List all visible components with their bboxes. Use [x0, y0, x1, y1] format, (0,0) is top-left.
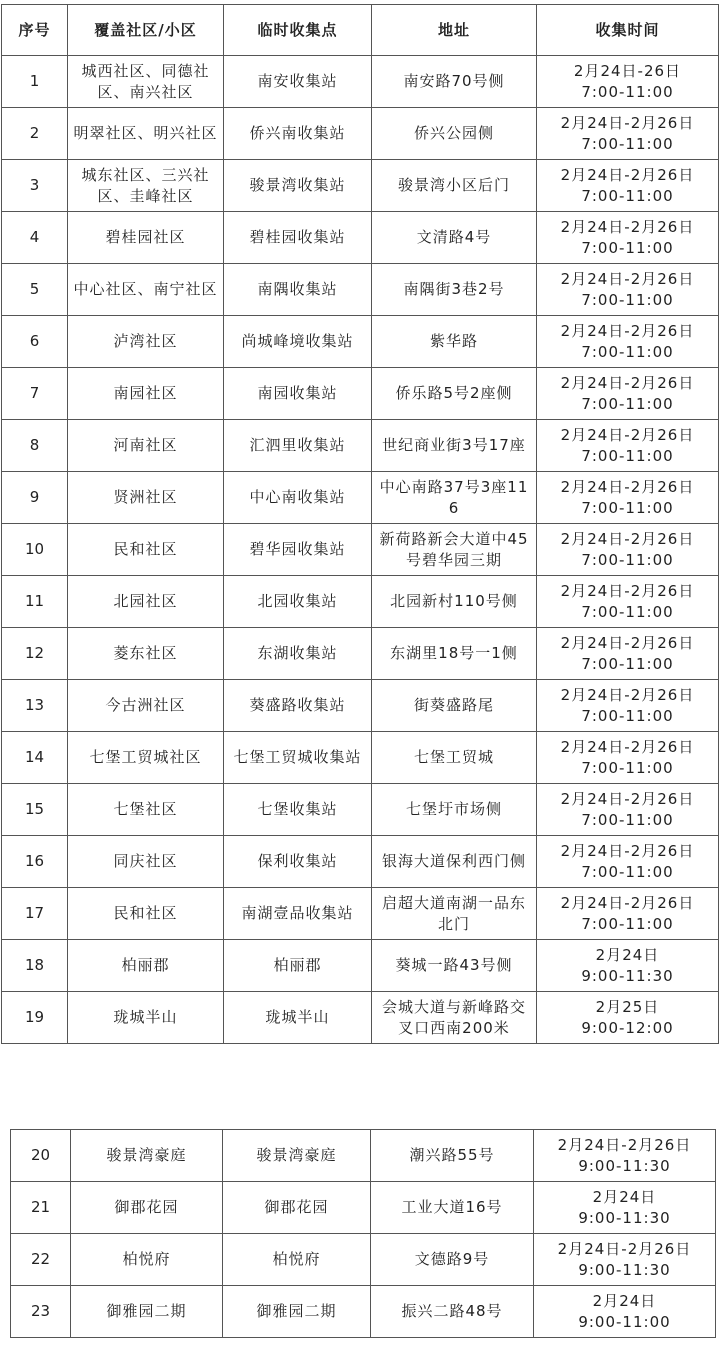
cell-address: 新荷路新会大道中45号碧华园三期 [372, 524, 537, 576]
collection-hours: 9:00-12:00 [581, 1018, 674, 1037]
cell-address: 文清路4号 [372, 212, 537, 264]
collection-date: 2月24日-2月26日 [560, 113, 695, 132]
cell-community: 御郡花园 [71, 1182, 223, 1234]
cell-collection-point: 北园收集站 [224, 576, 372, 628]
cell-community: 珑城半山 [68, 992, 224, 1044]
cell-community: 御雅园二期 [71, 1286, 223, 1338]
collection-hours: 7:00-11:00 [581, 654, 674, 673]
header-no: 序号 [2, 5, 68, 56]
cell-community: 柏丽郡 [68, 940, 224, 992]
table-row [2, 940, 719, 992]
collection-hours: 9:00-11:00 [578, 1312, 671, 1331]
collection-points-table-continued [10, 1129, 716, 1338]
cell-collection-point: 御雅园二期 [223, 1286, 371, 1338]
cell-address: 南隅街3巷2号 [372, 264, 537, 316]
cell-collection-point: 御郡花园 [223, 1182, 371, 1234]
cell-collection-point: 尚城峰境收集站 [224, 316, 372, 368]
cell-no: 17 [2, 888, 68, 940]
collection-hours: 7:00-11:00 [581, 602, 674, 621]
cell-collection-time [537, 316, 719, 368]
collection-hours: 9:00-11:30 [578, 1260, 671, 1279]
cell-community: 河南社区 [68, 420, 224, 472]
cell-collection-time [537, 888, 719, 940]
cell-community: 泸湾社区 [68, 316, 224, 368]
collection-date: 2月24日-2月26日 [560, 425, 695, 444]
cell-community: 碧桂园社区 [68, 212, 224, 264]
collection-hours: 9:00-11:30 [578, 1156, 671, 1175]
cell-collection-time [537, 940, 719, 992]
header-community: 覆盖社区/小区 [68, 5, 224, 56]
cell-community: 七堡工贸城社区 [68, 732, 224, 784]
cell-address: 中心南路37号3座116 [372, 472, 537, 524]
collection-hours: 7:00-11:00 [581, 446, 674, 465]
cell-community: 明翠社区、明兴社区 [68, 108, 224, 160]
cell-community: 民和社区 [68, 888, 224, 940]
collection-date: 2月24日-2月26日 [560, 633, 695, 652]
cell-collection-time [537, 368, 719, 420]
cell-collection-time [537, 160, 719, 212]
cell-community: 今古洲社区 [68, 680, 224, 732]
table-row [11, 1130, 716, 1182]
cell-collection-point: 南隅收集站 [224, 264, 372, 316]
cell-no: 11 [2, 576, 68, 628]
table-row [2, 56, 719, 108]
cell-address: 南安路70号侧 [372, 56, 537, 108]
cell-no: 19 [2, 992, 68, 1044]
cell-collection-time [537, 836, 719, 888]
table-body [2, 56, 719, 1044]
cell-no: 12 [2, 628, 68, 680]
cell-collection-point: 碧桂园收集站 [224, 212, 372, 264]
collection-date: 2月24日-2月26日 [560, 321, 695, 340]
cell-collection-time [537, 264, 719, 316]
cell-collection-point: 南安收集站 [224, 56, 372, 108]
cell-address: 七堡圩市场侧 [372, 784, 537, 836]
cell-collection-point: 侨兴南收集站 [224, 108, 372, 160]
cell-collection-point: 南湖壹品收集站 [224, 888, 372, 940]
cell-community: 贤洲社区 [68, 472, 224, 524]
collection-hours: 7:00-11:00 [581, 862, 674, 881]
cell-collection-time [537, 56, 719, 108]
cell-collection-point: 东湖收集站 [224, 628, 372, 680]
collection-date: 2月24日-2月26日 [560, 529, 695, 548]
cell-collection-point: 骏景湾收集站 [224, 160, 372, 212]
cell-collection-point: 珑城半山 [224, 992, 372, 1044]
cell-collection-time [537, 472, 719, 524]
cell-community: 同庆社区 [68, 836, 224, 888]
cell-collection-point: 七堡工贸城收集站 [224, 732, 372, 784]
collection-date: 2月24日-2月26日 [560, 841, 695, 860]
table-row [2, 316, 719, 368]
cell-collection-time [537, 680, 719, 732]
cell-address: 银海大道保利西门侧 [372, 836, 537, 888]
cell-address: 工业大道16号 [371, 1182, 534, 1234]
cell-address: 紫华路 [372, 316, 537, 368]
cell-collection-time [537, 992, 719, 1044]
header-address: 地址 [372, 5, 537, 56]
collection-hours: 7:00-11:00 [581, 706, 674, 725]
table-row [2, 628, 719, 680]
cell-collection-time [537, 784, 719, 836]
cell-address: 北园新村110号侧 [372, 576, 537, 628]
table-header-row [2, 5, 719, 56]
cell-no: 15 [2, 784, 68, 836]
collection-date: 2月24日-2月26日 [560, 477, 695, 496]
cell-no: 3 [2, 160, 68, 212]
collection-hours: 7:00-11:00 [581, 290, 674, 309]
cell-community: 北园社区 [68, 576, 224, 628]
cell-collection-time [537, 212, 719, 264]
cell-collection-time [537, 524, 719, 576]
collection-hours: 7:00-11:00 [581, 342, 674, 361]
cell-community: 中心社区、南宁社区 [68, 264, 224, 316]
cell-collection-point: 柏丽郡 [224, 940, 372, 992]
cell-address: 街葵盛路尾 [372, 680, 537, 732]
collection-date: 2月24日-2月26日 [560, 737, 695, 756]
collection-hours: 7:00-11:00 [581, 550, 674, 569]
cell-collection-time [537, 576, 719, 628]
cell-collection-time [537, 108, 719, 160]
cell-community: 柏悦府 [71, 1234, 223, 1286]
collection-hours: 7:00-11:00 [581, 82, 674, 101]
table-row [2, 212, 719, 264]
table-row [2, 264, 719, 316]
cell-no: 21 [11, 1182, 71, 1234]
collection-hours: 7:00-11:00 [581, 498, 674, 517]
cell-collection-time [534, 1234, 716, 1286]
collection-date: 2月24日-2月26日 [560, 581, 695, 600]
table-row [2, 576, 719, 628]
cell-no: 10 [2, 524, 68, 576]
collection-points-table [1, 4, 719, 1044]
table-row [2, 108, 719, 160]
cell-collection-time [537, 732, 719, 784]
cell-no: 9 [2, 472, 68, 524]
cell-community: 七堡社区 [68, 784, 224, 836]
collection-hours: 7:00-11:00 [581, 186, 674, 205]
cell-collection-point: 骏景湾豪庭 [223, 1130, 371, 1182]
cell-collection-point: 葵盛路收集站 [224, 680, 372, 732]
cell-no: 1 [2, 56, 68, 108]
table-row [2, 836, 719, 888]
collection-date: 2月24日-2月26日 [560, 685, 695, 704]
cell-community: 南园社区 [68, 368, 224, 420]
cell-collection-time [534, 1286, 716, 1338]
table-row [2, 472, 719, 524]
collection-date: 2月24日 [592, 1291, 657, 1310]
header-point: 临时收集点 [224, 5, 372, 56]
cell-community: 菱东社区 [68, 628, 224, 680]
table-row [2, 732, 719, 784]
table-row [11, 1286, 716, 1338]
collection-hours: 7:00-11:00 [581, 134, 674, 153]
cell-collection-time [534, 1130, 716, 1182]
cell-address: 振兴二路48号 [371, 1286, 534, 1338]
cell-no: 16 [2, 836, 68, 888]
cell-collection-time [537, 420, 719, 472]
collection-date: 2月24日-2月26日 [557, 1239, 692, 1258]
table-row [11, 1182, 716, 1234]
cell-address: 潮兴路55号 [371, 1130, 534, 1182]
collection-date: 2月24日-2月26日 [560, 789, 695, 808]
cell-address: 侨兴公园侧 [372, 108, 537, 160]
cell-no: 22 [11, 1234, 71, 1286]
cell-address: 侨乐路5号2座侧 [372, 368, 537, 420]
table-body-continued [11, 1130, 716, 1338]
cell-address: 启超大道南湖一品东北门 [372, 888, 537, 940]
cell-community: 城东社区、三兴社区、圭峰社区 [68, 160, 224, 212]
cell-collection-point: 碧华园收集站 [224, 524, 372, 576]
header-time: 收集时间 [537, 5, 719, 56]
cell-no: 14 [2, 732, 68, 784]
collection-hours: 7:00-11:00 [581, 810, 674, 829]
collection-date: 2月24日-2月26日 [560, 893, 695, 912]
collection-hours: 7:00-11:00 [581, 758, 674, 777]
table-row [2, 160, 719, 212]
cell-address: 东湖里18号一1侧 [372, 628, 537, 680]
collection-date: 2月24日-2月26日 [557, 1135, 692, 1154]
collection-hours: 7:00-11:00 [581, 914, 674, 933]
collection-date: 2月24日 [595, 945, 660, 964]
cell-address: 世纪商业街3号17座 [372, 420, 537, 472]
collection-hours: 7:00-11:00 [581, 394, 674, 413]
table-row [11, 1234, 716, 1286]
collection-hours: 9:00-11:30 [581, 966, 674, 985]
collection-date: 2月24日-26日 [573, 61, 682, 80]
collection-date: 2月24日-2月26日 [560, 217, 695, 236]
table-row [2, 784, 719, 836]
cell-no: 13 [2, 680, 68, 732]
table-row [2, 992, 719, 1044]
collection-date: 2月24日-2月26日 [560, 165, 695, 184]
cell-collection-point: 柏悦府 [223, 1234, 371, 1286]
cell-no: 4 [2, 212, 68, 264]
table-row [2, 680, 719, 732]
collection-date: 2月24日-2月26日 [560, 269, 695, 288]
cell-no: 20 [11, 1130, 71, 1182]
cell-community: 骏景湾豪庭 [71, 1130, 223, 1182]
cell-no: 8 [2, 420, 68, 472]
cell-no: 18 [2, 940, 68, 992]
cell-no: 2 [2, 108, 68, 160]
cell-no: 7 [2, 368, 68, 420]
cell-collection-point: 汇泗里收集站 [224, 420, 372, 472]
table-row [2, 420, 719, 472]
table-row [2, 888, 719, 940]
cell-community: 民和社区 [68, 524, 224, 576]
table-row [2, 524, 719, 576]
cell-address: 七堡工贸城 [372, 732, 537, 784]
cell-no: 23 [11, 1286, 71, 1338]
cell-address: 文德路9号 [371, 1234, 534, 1286]
cell-address: 骏景湾小区后门 [372, 160, 537, 212]
cell-collection-point: 中心南收集站 [224, 472, 372, 524]
cell-collection-point: 保利收集站 [224, 836, 372, 888]
cell-collection-time [534, 1182, 716, 1234]
cell-community: 城西社区、同德社区、南兴社区 [68, 56, 224, 108]
collection-hours: 7:00-11:00 [581, 238, 674, 257]
cell-address: 会城大道与新峰路交叉口西南200米 [372, 992, 537, 1044]
cell-address: 葵城一路43号侧 [372, 940, 537, 992]
collection-date: 2月25日 [595, 997, 660, 1016]
collection-hours: 9:00-11:30 [578, 1208, 671, 1227]
cell-collection-time [537, 628, 719, 680]
cell-collection-point: 南园收集站 [224, 368, 372, 420]
cell-no: 5 [2, 264, 68, 316]
collection-date: 2月24日 [592, 1187, 657, 1206]
cell-collection-point: 七堡收集站 [224, 784, 372, 836]
collection-date: 2月24日-2月26日 [560, 373, 695, 392]
cell-no: 6 [2, 316, 68, 368]
table-row [2, 368, 719, 420]
